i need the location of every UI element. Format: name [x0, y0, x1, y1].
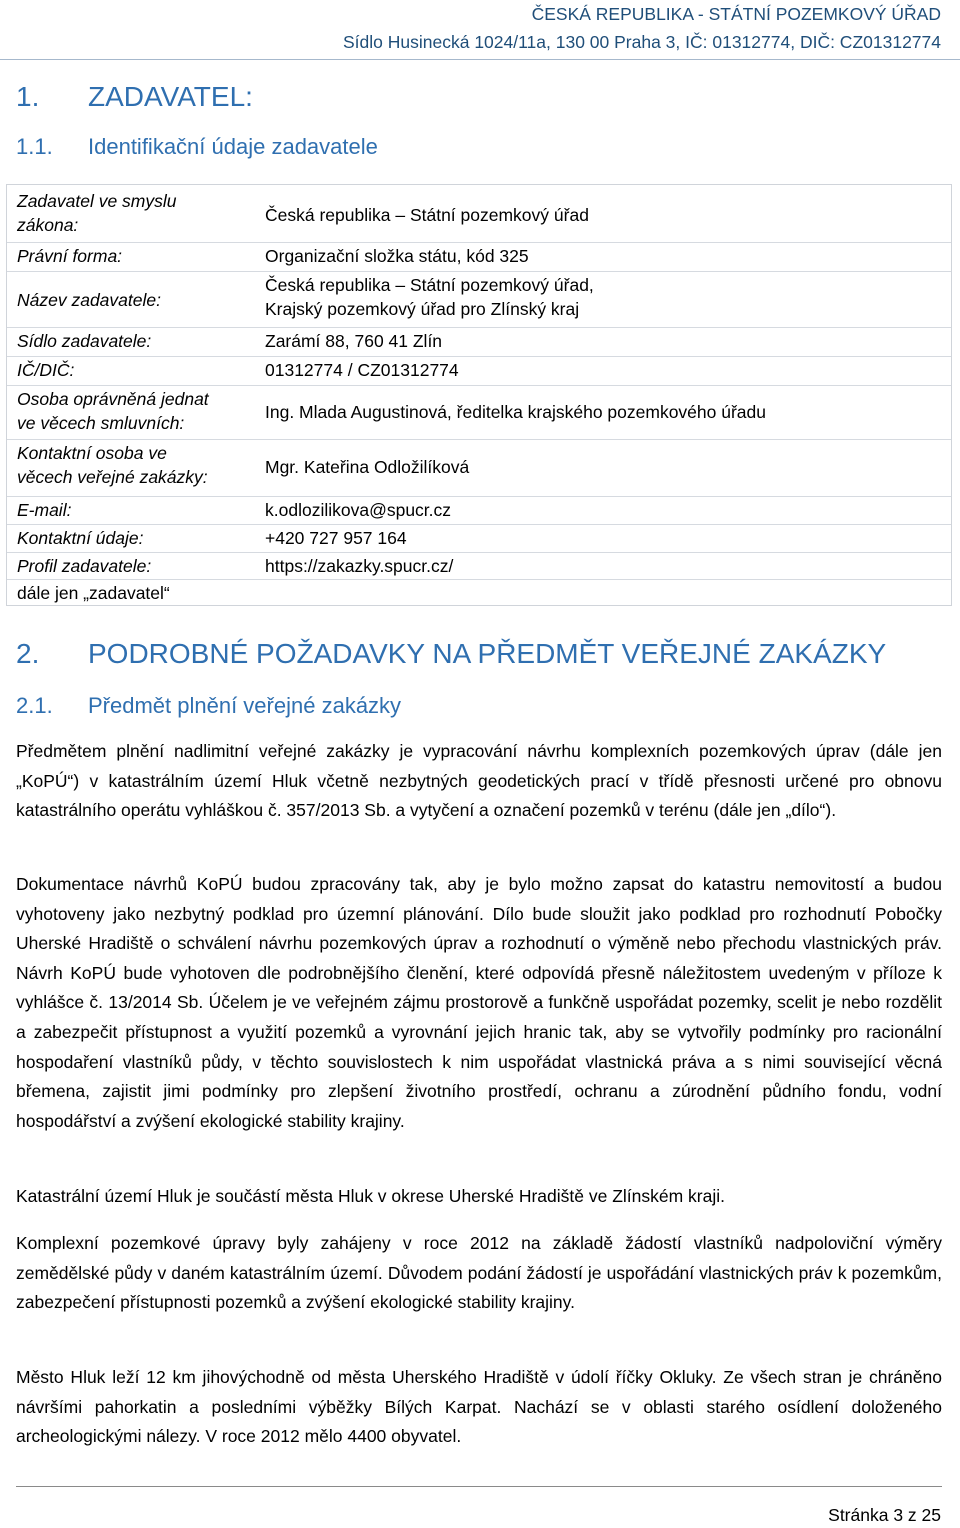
row-value: Ing. Mlada Augustinová, ředitelka krajského pozemkového úřadu [265, 402, 766, 422]
row-label: Osoba oprávněná jednat ve věcech smluvních: [17, 389, 209, 433]
row-divider [7, 385, 951, 386]
row-divider [7, 496, 951, 497]
row-value: +420 727 957 164 [265, 528, 407, 548]
paragraph: Předmětem plnění nadlimitní veřejné zakázky je vypracování návrhu komplexních pozemkových úprav (dále jen „KoPÚ“) v katastrálním území Hluk včetně nezbytných geodetických prací v třídě přesnosti určené pro obnovu katastrálního operátu vyhláškou č. 357/2013 Sb. a vytyčení a označení pozemků v terénu (dále jen „dílo“). [16, 741, 942, 821]
section-2-1-number: 2.1. [16, 693, 53, 718]
row-divider [7, 356, 951, 357]
row-divider [7, 552, 951, 553]
row-label: Zadavatel ve smyslu zákona: [17, 191, 177, 235]
footer-rule [16, 1486, 942, 1487]
row-divider [7, 271, 951, 272]
section-1-1-number: 1.1. [16, 134, 53, 159]
row-label: Právní forma: [17, 246, 123, 266]
section-1-1-title: Identifikační údaje zadavatele [88, 134, 378, 159]
section-1-title: ZADAVATEL: [88, 81, 253, 112]
paragraph: Komplexní pozemkové úpravy byly zahájeny v roce 2012 na základě žádostí vlastníků nadpoloviční výměry zemědělské půdy v daném katastrálním území. Důvodem podání žádostí je uspořádání vlastnických práv k pozemkům, zabezpečení přístupnosti pozemků a zvýšení ekologické stability krajiny. [16, 1233, 942, 1313]
section-2-1-title: Předmět plnění veřejné zakázky [88, 693, 402, 718]
row-value: Organizační složka státu, kód 325 [265, 246, 529, 266]
row-value: Zarámí 88, 760 41 Zlín [265, 331, 443, 351]
header-address: Sídlo Husinecká 1024/11a, 130 00 Praha 3, IČ: 01312774, DIČ: CZ01312774 [343, 32, 941, 52]
row-value: 01312774 / CZ01312774 [265, 360, 459, 380]
dale-jen-note: dále jen „zadavatel“ [17, 583, 170, 603]
section-1-heading [16, 80, 253, 114]
row-divider [7, 439, 951, 440]
row-value: Mgr. Kateřina Odložilíková [265, 457, 470, 477]
row-label: Název zadavatele: [17, 290, 161, 310]
section-1-1-heading [16, 133, 378, 161]
header-rule [0, 59, 960, 60]
page-number: Stránka 3 z 25 [828, 1505, 941, 1525]
page-header [343, 0, 941, 56]
row-divider [7, 524, 951, 525]
row-label: IČ/DIČ: [17, 360, 75, 380]
paragraph: Katastrální území Hluk je součástí města Hluk v okrese Uherské Hradiště ve Zlínském kraji. [16, 1186, 725, 1206]
section-2-heading [16, 637, 886, 671]
row-label: E-mail: [17, 500, 72, 520]
row-value[interactable]: k.odlozilikova@spucr.cz [265, 500, 452, 520]
row-value[interactable]: https://zakazky.spucr.cz/ [265, 556, 454, 576]
row-label: Kontaktní údaje: [17, 528, 144, 548]
section-2-title: PODROBNÉ POŽADAVKY NA PŘEDMĚT VEŘEJNÉ ZAKÁZKY [88, 638, 887, 669]
section-2-1-heading [16, 692, 401, 720]
row-divider [7, 579, 951, 580]
section-2-number: 2. [16, 638, 40, 669]
row-label: Kontaktní osoba ve věcech veřejné zakázky: [17, 443, 208, 487]
paragraph: Město Hluk leží 12 km jihovýchodně od města Uherského Hradiště v údolí říčky Okluky. Ze všech stran je chráněno návršími pahorkatin a posledními výběžky Bílých Karpat. Nachází se v oblasti starého osídlení doloženého archeologickými nálezy. V roce 2012 mělo 4400 obyvatel. [16, 1367, 942, 1447]
identification-table [6, 184, 952, 606]
section-1-number: 1. [16, 81, 40, 112]
row-divider [7, 242, 951, 243]
row-divider [7, 327, 951, 328]
row-value: Česká republika – Státní pozemkový úřad, Krajský pozemkový úřad pro Zlínský kraj [265, 275, 594, 319]
row-value: Česká republika – Státní pozemkový úřad [265, 205, 589, 225]
paragraph: Dokumentace návrhů KoPÚ budou zpracovány tak, aby je bylo možno zapsat do katastru nemovitostí a budou vyhotoveny jako nezbytný podklad pro územní plánování. Dílo bude sloužit jako podklad pro rozhodnutí Pobočky Uherské Hradiště o schválení návrhu pozemkových úprav a rozhodnutí o výměně nebo přechodu vlastnických práv. Návrh KoPÚ bude vyhotoven dle podrobnějšího členění, které odpovídá přesně náležitostem uvedeným v příloze k vyhlášce č. 13/2014 Sb. Účelem je ve veřejném zájmu prostorově a funkčně uspořádat pozemky, scelit je nebo rozdělit a zabezpečit přístupnost a využití pozemků a vyrovnání jejich hranic tak, aby se vytvořily podmínky pro racionální hospodaření vlastníků půdy, v těchto souvislostech k nim uspořádat vlastnická práva a s nimi související věcná břemena, zajistit jimi podmínky pro zlepšení životního prostředí, ochranu a zúrodnění půdního fondu, vodní hospodářství a zvýšení ekologické stability krajiny. [16, 874, 942, 1131]
row-label: Sídlo zadavatele: [17, 331, 152, 351]
row-label: Profil zadavatele: [17, 556, 152, 576]
header-org: ČESKÁ REPUBLIKA - STÁTNÍ POZEMKOVÝ ÚŘAD [531, 4, 941, 24]
